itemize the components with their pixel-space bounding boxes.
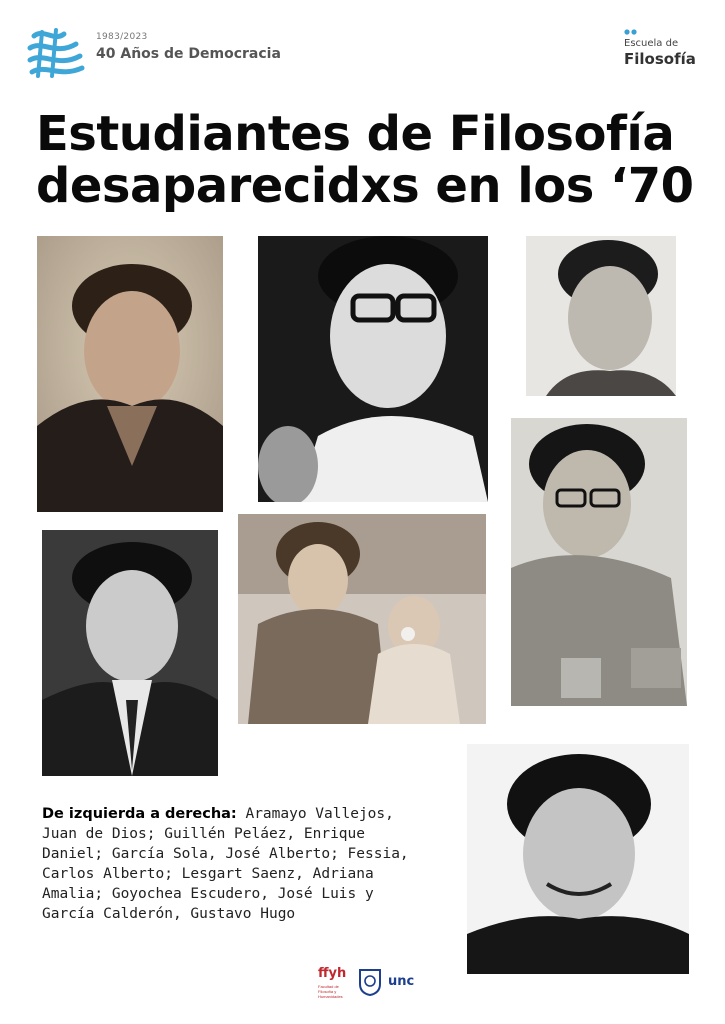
portrait-photo-4	[511, 418, 687, 706]
ffyh-logo-text: ffyh	[318, 966, 347, 981]
unc-seal-icon	[358, 966, 382, 996]
page-title	[36, 108, 706, 212]
unc-logo-text: unc	[388, 974, 415, 989]
portrait-photo-1	[37, 236, 223, 512]
portrait-photo-5	[42, 530, 218, 776]
democracy-label: 40 Años de Democracia	[96, 46, 281, 62]
caption-names: Aramayo Vallejos, Juan de Dios; Guillén Peláez, Enrique Daniel; García Sola, José Alberto; Fessia, Carlos Alberto; Lesgart Saenz, Adriana Amalia; Goyochea Escudero, José Luis y García Calderón, Gustavo Hugo	[42, 806, 409, 922]
ffyh-logo-subtext: Facultad de Filosofía y Humanidades	[318, 984, 343, 999]
portrait-photo-7	[467, 744, 689, 974]
portrait-photo-3	[526, 236, 676, 396]
school-logo-dots-icon	[624, 29, 638, 35]
school-label-big: Filosofía	[624, 50, 696, 68]
years-label: 1983/2023	[96, 32, 148, 42]
democracy-logo-icon	[26, 26, 86, 80]
caption-lead: De izquierda a derecha:	[42, 806, 237, 822]
portrait-photo-2	[258, 236, 488, 502]
portrait-photo-6	[238, 514, 486, 724]
title-line-2: desaparecidxs en los ‘70	[36, 158, 694, 214]
school-label-small: Escuela de	[624, 38, 679, 49]
caption-text	[42, 804, 422, 924]
title-line-1: Estudiantes de Filosofía	[36, 106, 675, 162]
